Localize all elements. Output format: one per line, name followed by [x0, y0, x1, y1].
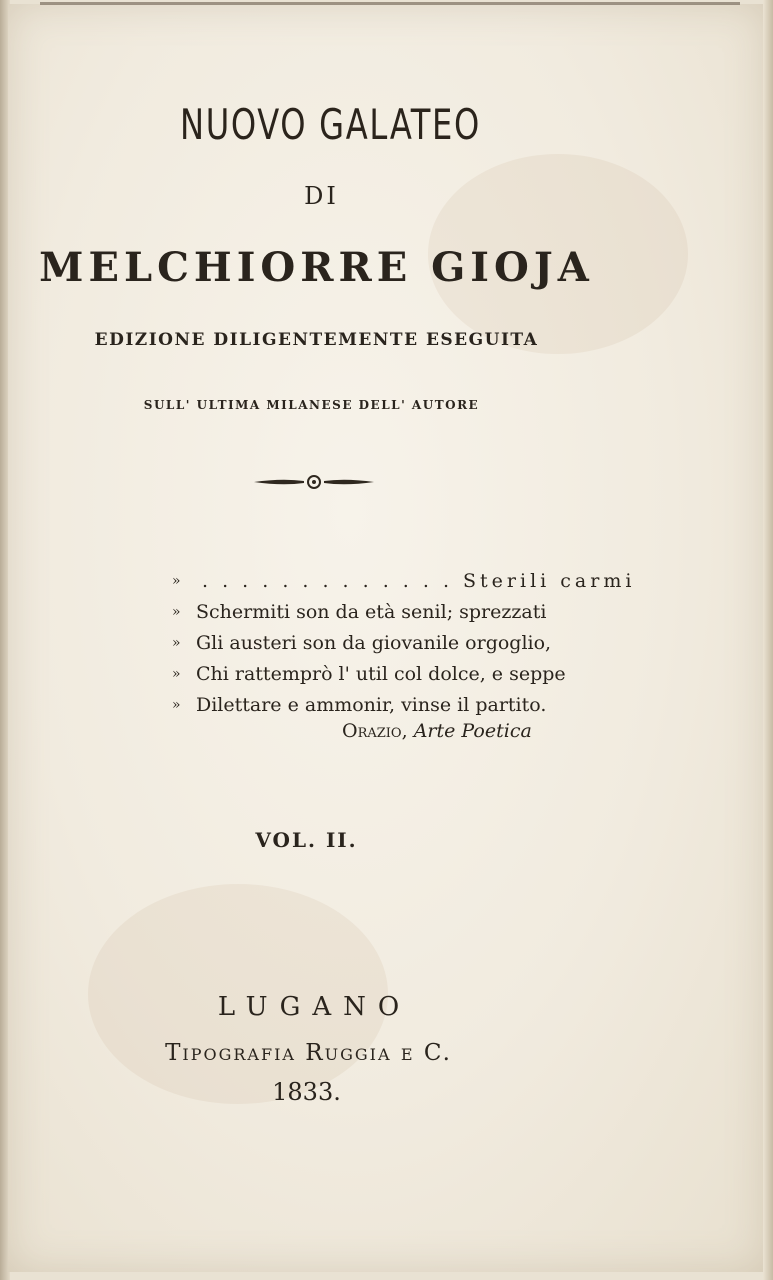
publication-city: LUGANO — [217, 992, 412, 1022]
epigraph-line-text: Gli austeri son da giovanile orgoglio, — [196, 632, 552, 654]
epigraph — [172, 566, 636, 721]
epigraph-line — [172, 566, 636, 597]
epigraph-work: Arte Poetica — [413, 720, 532, 742]
printer-name: Tipografia Ruggia e C. — [165, 1040, 452, 1066]
volume-number: VOL. II. — [255, 828, 358, 852]
attribution-separator: , — [401, 720, 414, 742]
epigraph-author: Orazio — [342, 720, 402, 742]
publication-year: 1833. — [272, 1078, 341, 1106]
quote-mark: » — [172, 635, 181, 651]
epigraph-line-text: Chi rattemprò l' util col dolce, e seppe — [196, 663, 566, 685]
epigraph-line — [172, 597, 592, 628]
edition-note: EDIZIONE DILIGENTEMENTE ESEGUITA — [94, 330, 539, 350]
source-note: SULL' ULTIMA MILANESE DELL' AUTORE — [143, 398, 480, 412]
epigraph-line — [172, 628, 592, 659]
epigraph-attribution — [342, 720, 532, 742]
ornament-divider-icon — [252, 472, 376, 492]
epigraph-line — [172, 690, 592, 721]
quote-mark: » — [172, 604, 181, 620]
author-preposition: DI — [304, 182, 339, 210]
quote-mark: » — [172, 697, 181, 713]
epigraph-line — [172, 659, 592, 690]
page-edge-right — [763, 0, 773, 1280]
quote-mark: » — [172, 666, 181, 682]
author-name: MELCHIORRE GIOJA — [39, 244, 594, 291]
epigraph-line-text: . . . . . . . . . . . . . Sterili carmi — [202, 570, 636, 592]
epigraph-line-text: Schermiti son da età senil; sprezzati — [196, 601, 547, 623]
book-title: NUOVO GALATEO — [179, 100, 482, 149]
page-top-edge — [40, 2, 740, 5]
quote-mark: » — [172, 573, 181, 589]
epigraph-line-text: Dilettare e ammonir, vinse il partito. — [196, 694, 547, 716]
